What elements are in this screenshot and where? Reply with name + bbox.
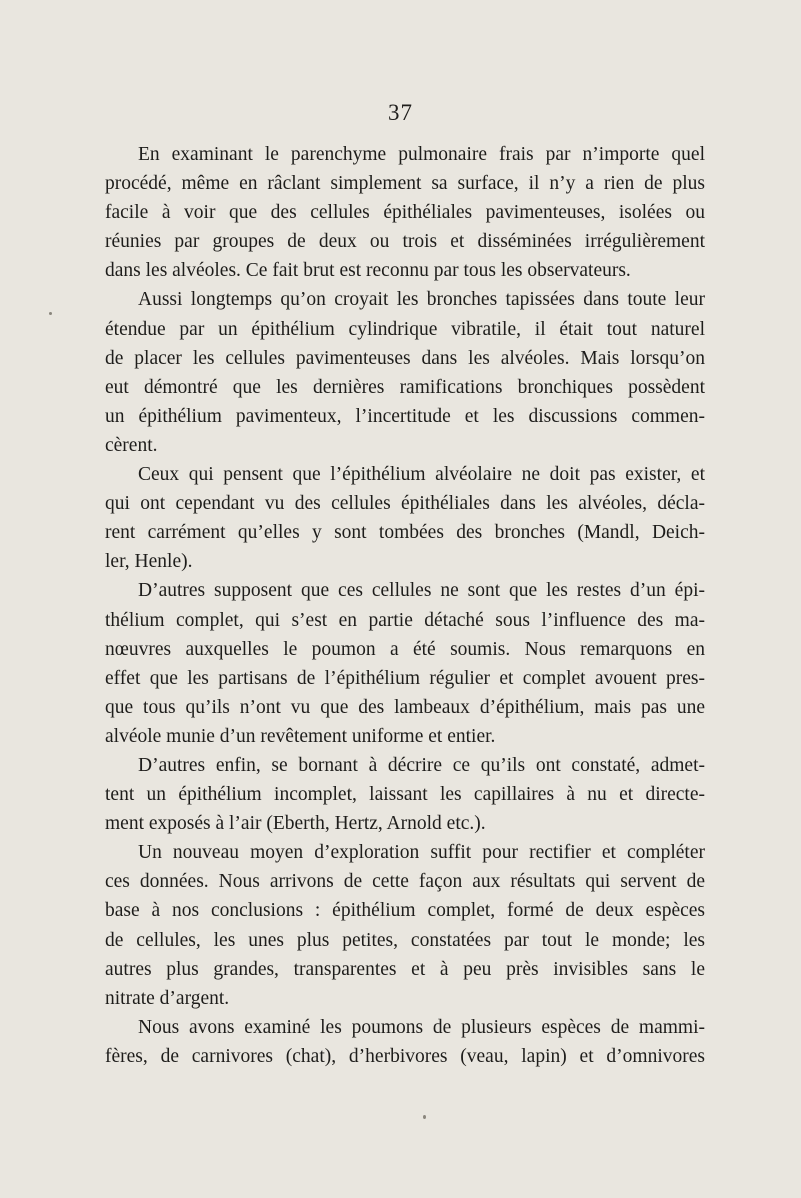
paragraph-1 (105, 140, 705, 285)
body-text (105, 140, 705, 1071)
text-line: que tous qu’ils n’ont vu que des lambeaux d’épithélium, mais pas une (105, 696, 705, 718)
paragraph-6 (105, 838, 705, 1013)
text-line: Ceux qui pensent que l’épithélium alvéolaire ne doit pas exister, et (138, 464, 705, 486)
text-line: cèrent. (105, 434, 158, 456)
text-line: procédé, même en râclant simplement sa surface, il n’y a rien de plus (105, 173, 705, 195)
text-line: eut démontré que les dernières ramifications bronchiques possèdent (105, 376, 705, 398)
text-line: fères, de carnivores (chat), d’herbivores (veau, lapin) et d’omnivores (105, 1045, 705, 1067)
text-line: dans les alvéoles. Ce fait brut est reconnu par tous les observateurs. (105, 260, 631, 282)
text-line: Aussi longtemps qu’on croyait les bronches tapissées dans toute leur (138, 289, 705, 311)
paragraph-2 (105, 285, 705, 460)
text-line: nitrate d’argent. (105, 987, 230, 1009)
text-line: autres plus grandes, transparentes et à peu près invisibles sans le (105, 958, 705, 980)
text-line: ment exposés à l’air (Eberth, Hertz, Arnold etc.). (105, 813, 486, 835)
paper-speck (49, 312, 52, 315)
paragraph-7 (105, 1013, 705, 1071)
text-line: Nous avons examiné les poumons de plusieurs espèces de mammi- (138, 1016, 705, 1038)
text-line: En examinant le parenchyme pulmonaire frais par n’importe quel (138, 144, 705, 165)
text-line: alvéole munie d’un revêtement uniforme et entier. (105, 725, 496, 747)
text-line: de cellules, les unes plus petites, constatées par tout le monde; les (105, 929, 705, 951)
text-line: ces données. Nous arrivons de cette façon aux résultats qui servent de (105, 871, 705, 893)
text-line: de placer les cellules pavimenteuses dans les alvéoles. Mais lorsqu’on (105, 347, 705, 369)
text-line: rent carrément qu’elles y sont tombées des bronches (Mandl, Deich- (105, 522, 705, 544)
text-line: base à nos conclusions : épithélium complet, formé de deux espèces (105, 900, 705, 922)
page-number: 37 (388, 100, 413, 125)
text-line: tent un épithélium incomplet, laissant les capillaires à nu et directe- (105, 784, 705, 806)
text-line: ler, Henle). (105, 551, 193, 573)
paper-speck (423, 1115, 426, 1119)
paragraph-5 (105, 751, 705, 838)
text-line: étendue par un épithélium cylindrique vibratile, il était tout naturel (105, 318, 705, 340)
text-line: D’autres supposent que ces cellules ne sont que les restes d’un épi- (138, 580, 705, 602)
paragraph-3 (105, 460, 705, 576)
text-line: nœuvres auxquelles le poumon a été soumis. Nous remarquons en (105, 638, 705, 660)
text-line: D’autres enfin, se bornant à décrire ce qu’ils ont constaté, admet- (138, 754, 705, 776)
text-line: facile à voir que des cellules épithéliales pavimenteuses, isolées ou (105, 202, 705, 224)
text-line: Un nouveau moyen d’exploration suffit pour rectifier et compléter (138, 842, 705, 864)
text-line: thélium complet, qui s’est en partie détaché sous l’influence des ma- (105, 609, 705, 631)
text-line: effet que les partisans de l’épithélium régulier et complet avouent pres- (105, 667, 705, 689)
paragraph-4 (105, 576, 705, 751)
text-line: un épithélium pavimenteux, l’incertitude et les discussions commen- (105, 405, 705, 427)
text-line: qui ont cependant vu des cellules épithéliales dans les alvéoles, décla- (105, 493, 705, 515)
text-line: réunies par groupes de deux ou trois et disséminées irrégulièrement (105, 231, 705, 253)
